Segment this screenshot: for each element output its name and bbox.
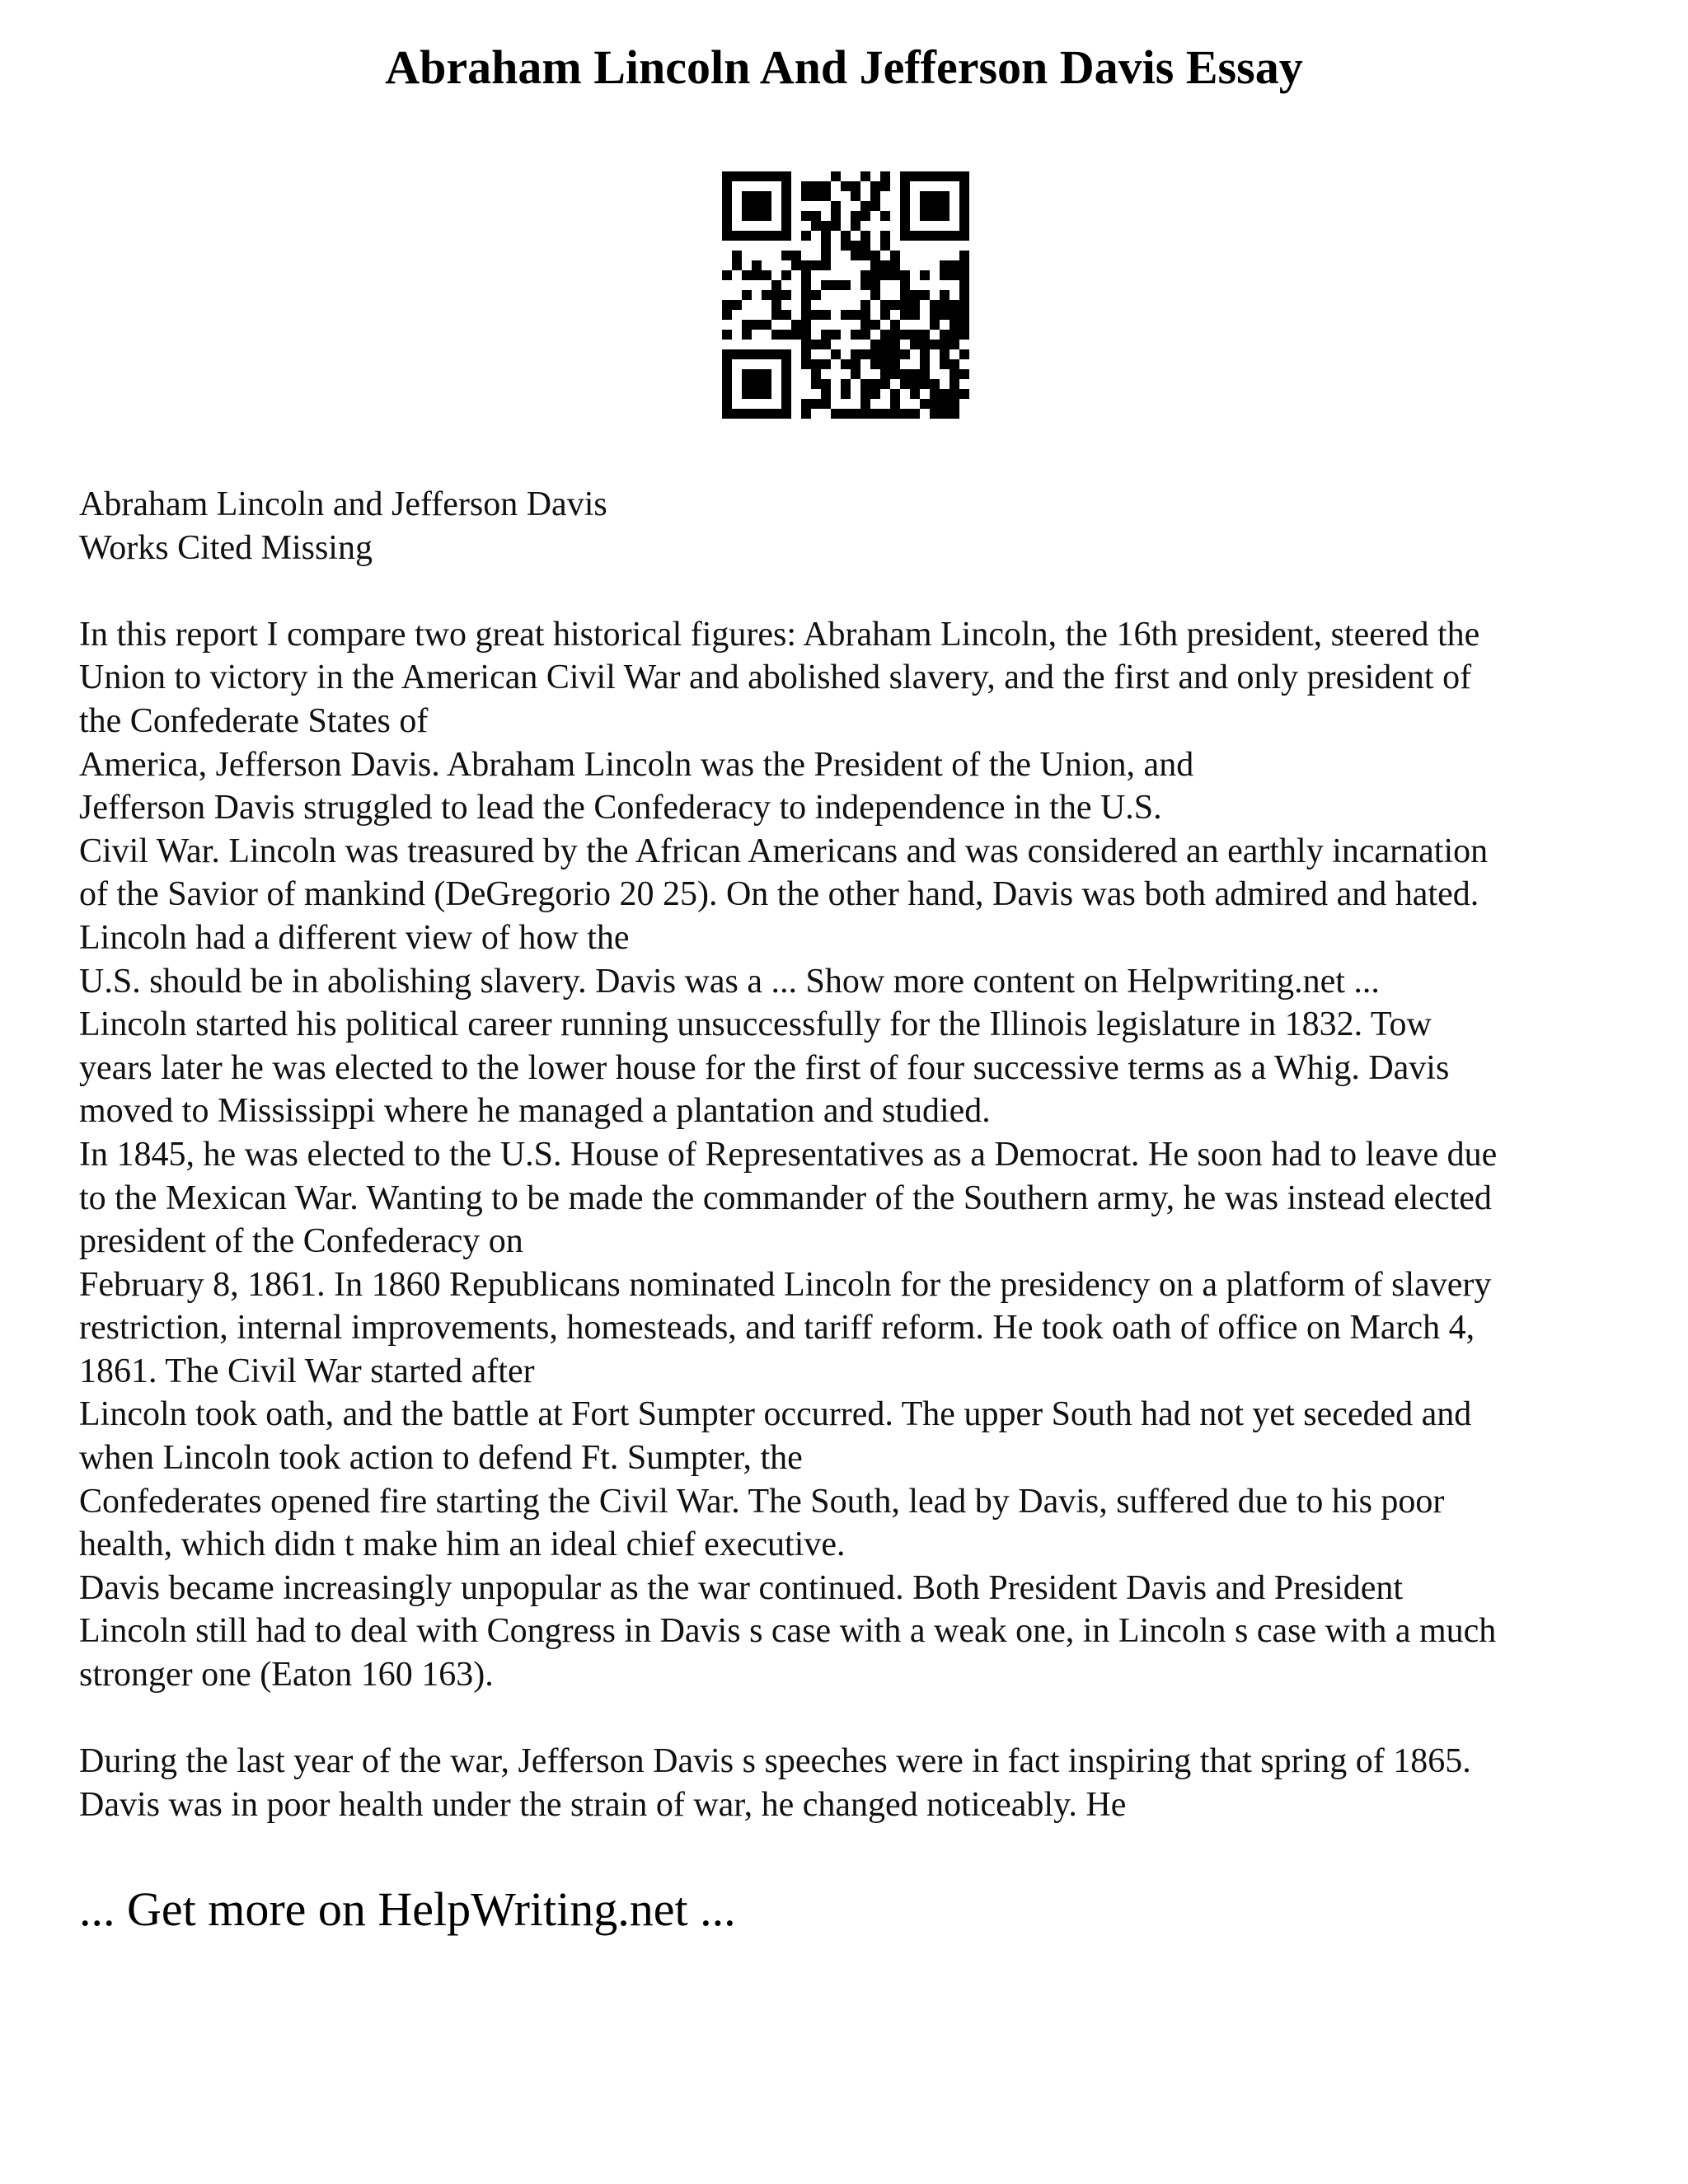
blank-line [79,569,1629,613]
text-line: to the Mexican War. Wanting to be made the commander of the Southern army, he was instead elected [79,1179,1492,1217]
text-line: years later he was elected to the lower house for the first of four successive terms as a Whig. Davis [79,1048,1450,1087]
text-line: stronger one (Eaton 160 163). [79,1656,494,1694]
blank-line [79,1697,1629,1741]
document-title: Abraham Lincoln And Jefferson Davis Essay [385,40,1303,94]
text-line: Confederates opened fire starting the Civil War. The South, lead by Davis, suffered due to his poor [79,1482,1445,1521]
text-line: Civil War. Lincoln was treasured by the African Americans and was considered an earthly incarnation [79,832,1489,870]
text-line: Davis was in poor health under the strain of war, he changed noticeably. He [79,1785,1127,1824]
text-line: health, which didn t make him an ideal chief executive. [79,1526,846,1564]
text-line: In 1845, he was elected to the U.S. House of Representatives as a Democrat. He soon had to leave due [79,1135,1498,1174]
text-line: Works Cited Missing [79,528,373,567]
text-line: moved to Mississippi where he managed a plantation and studied. [79,1092,991,1131]
qr-code-icon[interactable] [722,171,969,419]
text-line: During the last year of the war, Jefferson Davis s speeches were in fact inspiring that spring of 1865. [79,1742,1471,1781]
essay-body [79,483,1629,1826]
text-line: Abraham Lincoln and Jefferson Davis [79,485,607,523]
text-line: Lincoln still had to deal with Congress in Davis s case with a weak one, in Lincoln s case with a much [79,1612,1497,1651]
text-line: of the Savior of mankind (DeGregorio 20 25). On the other hand, Davis was both admired and hated. [79,875,1479,914]
text-line: 1861. The Civil War started after [79,1352,535,1390]
text-line: In this report I compare two great historical figures: Abraham Lincoln, the 16th president, steered the [79,615,1480,654]
text-line: the Confederate States of [79,701,429,740]
text-line: U.S. should be in abolishing slavery. Davis was a ... Show more content on Helpwriting.net ... [79,962,1380,1001]
text-line: February 8, 1861. In 1860 Republicans nominated Lincoln for the presidency on a platform of slavery [79,1265,1492,1304]
text-line: Davis became increasingly unpopular as the war continued. Both President Davis and President [79,1568,1404,1607]
text-line: Jefferson Davis struggled to lead the Confederacy to independence in the U.S. [79,789,1162,827]
text-line: Union to victory in the American Civil War and abolished slavery, and the first and only president of [79,658,1472,697]
text-line: president of the Confederacy on [79,1222,523,1261]
text-line: restriction, internal improvements, homesteads, and tariff reform. He took oath of office on March 4, [79,1309,1475,1347]
text-line: Lincoln started his political career running unsuccessfully for the Illinois legislature in 1832. Tow [79,1005,1432,1044]
text-line: Lincoln had a different view of how the [79,918,630,957]
get-more-link[interactable]: ... Get more on HelpWriting.net ... [79,1882,736,1936]
text-line: Lincoln took oath, and the battle at Fort Sumpter occurred. The upper South had not yet seceded and [79,1395,1472,1434]
text-line: when Lincoln took action to defend Ft. Sumpter, the [79,1439,803,1478]
text-line: America, Jefferson Davis. Abraham Lincoln was the President of the Union, and [79,745,1194,784]
